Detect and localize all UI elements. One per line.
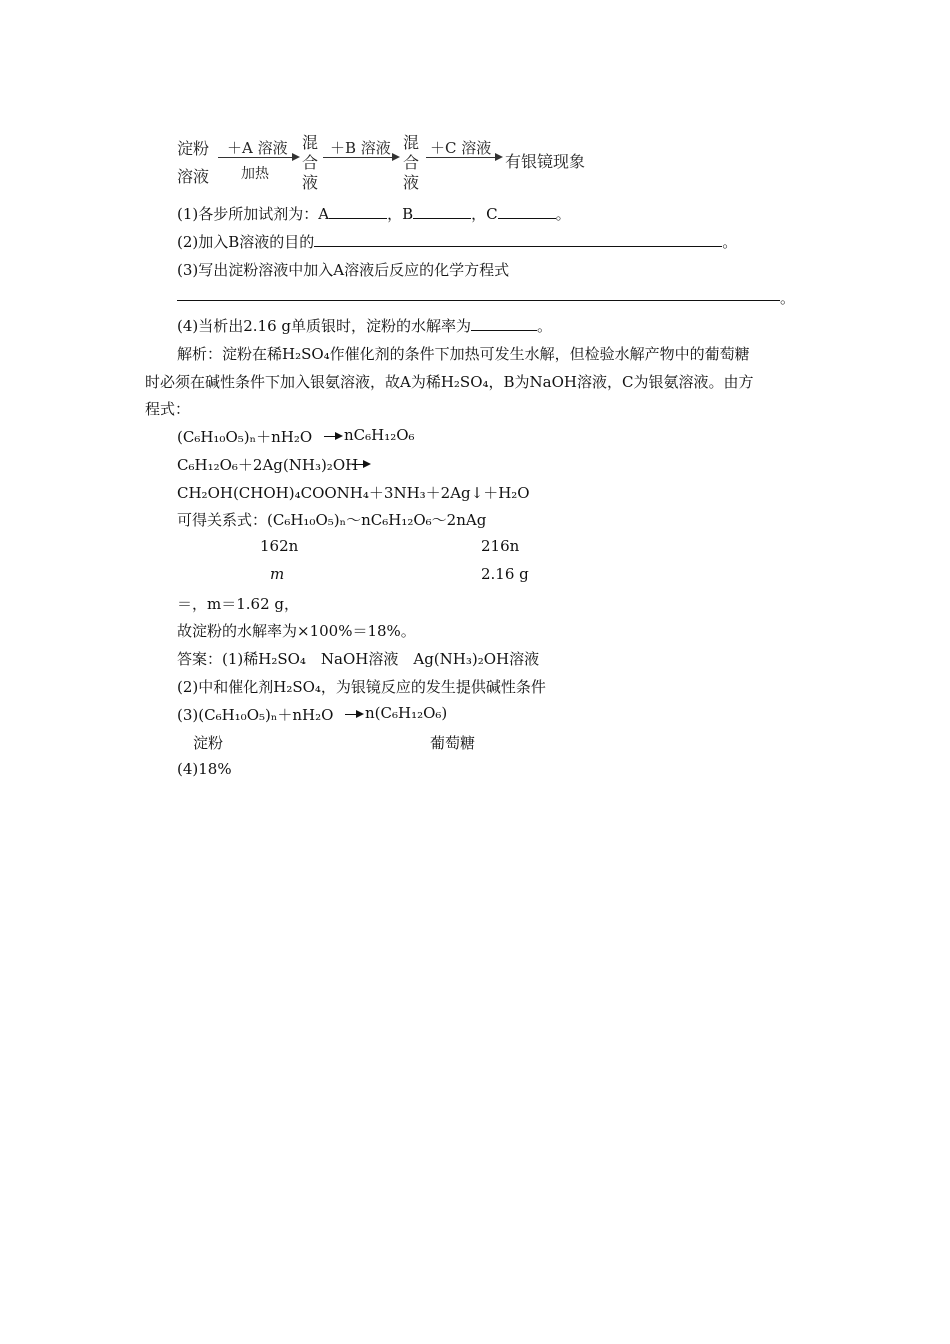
analysis-line-1: 解析：淀粉在稀H₂SO₄作催化剂的条件下加热可发生水解，但检验水解产物中的葡萄糖 <box>177 345 750 363</box>
diagram-step-b-label: ＋B 溶液 <box>330 139 391 157</box>
relation-a1: 162n <box>260 537 299 555</box>
equation-1-arrow <box>324 436 340 437</box>
diagram-step-a-label: ＋A 溶液 <box>227 139 288 157</box>
diagram-mix2-1: 混 <box>403 133 420 152</box>
diagram-mix1-1: 混 <box>302 133 319 152</box>
equation-2-left: C₆H₁₂O₆＋2Ag(NH₃)₂OH <box>177 456 359 474</box>
diagram-mix1-3: 液 <box>302 173 319 192</box>
diagram-start-1: 淀粉 <box>177 139 210 158</box>
answer-blank-b[interactable] <box>413 204 471 219</box>
relation-b2: 2.16 g <box>481 565 529 583</box>
equation-1-right: nC₆H₁₂O₆ <box>344 426 415 444</box>
question-3: (3)写出淀粉溶液中加入A溶液后反应的化学方程式 <box>177 261 510 279</box>
answer-3-right: n(C₆H₁₂O₆) <box>365 704 448 722</box>
diagram-start-2: 溶液 <box>177 167 210 186</box>
relation-a2: m <box>270 565 285 583</box>
answer-3-label-glucose: 葡萄糖 <box>430 734 476 752</box>
diagram-step-c-label: ＋C 溶液 <box>430 139 492 157</box>
relation-b1: 216n <box>481 537 520 555</box>
equation-2-products: CH₂OH(CHOH)₄COONH₄＋3NH₃＋2Ag↓＋H₂O <box>177 484 530 502</box>
equation-1-left: (C₆H₁₀O₅)ₙ＋nH₂O <box>177 428 313 446</box>
analysis-line-3: 程式： <box>145 400 191 418</box>
diagram-step-a-sub: 加热 <box>241 166 269 182</box>
question-2: (2)加入B溶液的目的 。 <box>177 233 738 251</box>
diagram-arrow-b <box>323 157 398 158</box>
answer-blank-a[interactable] <box>329 204 387 219</box>
diagram-mix2-2: 合 <box>403 153 420 172</box>
answer-blank-4[interactable] <box>471 316 537 331</box>
analysis-line-2: 时必须在碱性条件下加入银氨溶液，故A为稀H₂SO₄，B为NaOH溶液，C为银氨溶液。由方 <box>145 373 754 391</box>
relation-line: 可得关系式：(C₆H₁₀O₅)ₙ～nC₆H₁₂O₆～2nAg <box>177 511 487 529</box>
question-4: (4)当析出2.16 g单质银时，淀粉的水解率为 。 <box>177 317 553 335</box>
answer-1: 答案：(1)稀H₂SO₄ NaOH溶液 Ag(NH₃)₂OH溶液 <box>177 650 540 668</box>
equation-2-arrow <box>352 464 368 465</box>
question-3-end: 。 <box>780 289 796 307</box>
diagram-mix2-3: 液 <box>403 173 420 192</box>
diagram-mix1-2: 合 <box>302 153 319 172</box>
answer-blank-c[interactable] <box>498 204 556 219</box>
answer-4: (4)18% <box>177 760 232 778</box>
result-line: ＝，m＝1.62 g， <box>177 595 299 613</box>
question-1: (1)各步所加试剂为：A ，B ，C 。 <box>177 205 571 223</box>
answer-3-label-starch: 淀粉 <box>193 734 224 752</box>
rate-line: 故淀粉的水解率为×100%＝18%。 <box>177 622 416 640</box>
diagram-arrow-a <box>218 157 298 158</box>
diagram-end: 有银镜现象 <box>505 152 586 171</box>
diagram-arrow-c <box>426 157 501 158</box>
answer-2: (2)中和催化剂H₂SO₄，为银镜反应的发生提供碱性条件 <box>177 678 546 696</box>
answer-3-arrow <box>345 714 361 715</box>
answer-line-3[interactable] <box>177 300 780 301</box>
answer-blank-2[interactable] <box>314 232 722 247</box>
answer-3-left: (3)(C₆H₁₀O₅)ₙ＋nH₂O <box>177 706 334 724</box>
